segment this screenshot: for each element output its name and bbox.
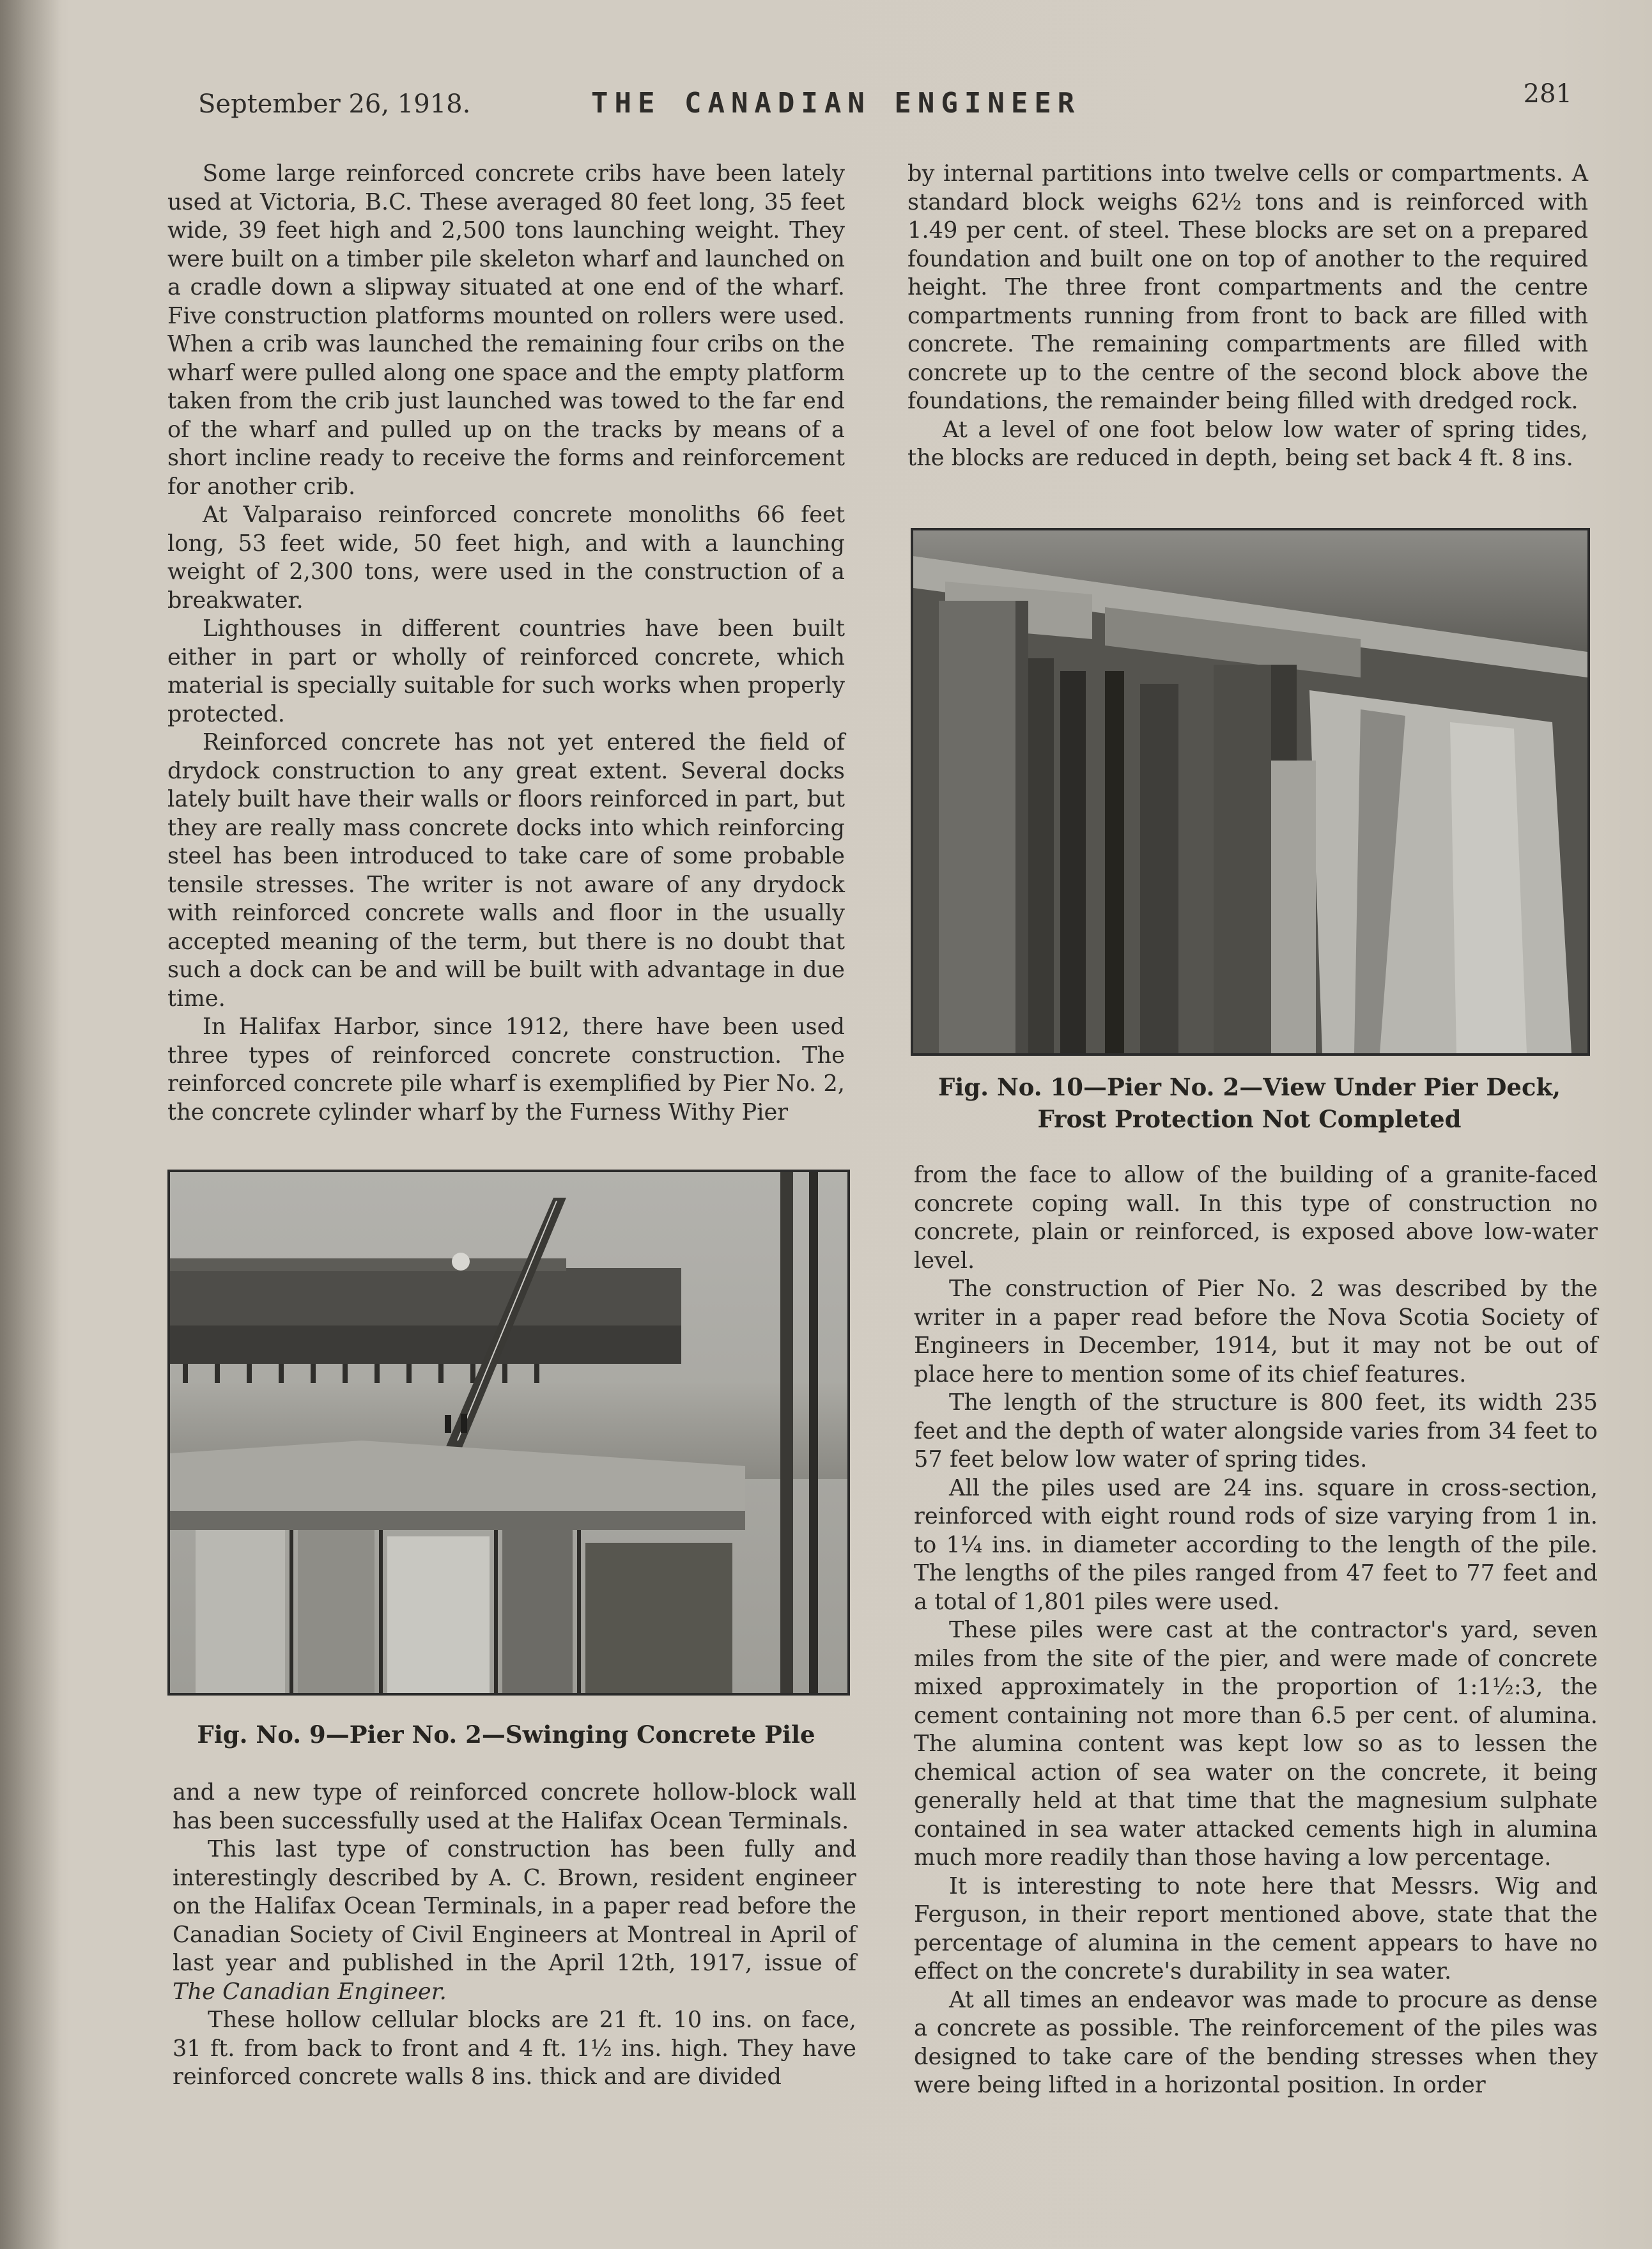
page-number: 281 bbox=[1523, 79, 1572, 109]
fig10-photo-illustration bbox=[913, 530, 1587, 1053]
fig10-caption-line2: Frost Protection Not Completed bbox=[1037, 1105, 1462, 1133]
paragraph-halifax-harbor: In Halifax Harbor, since 1912, there have been used three types of reinforced concrete construction. The reinforced concrete pile wharf is exemplified by Pier No. 2, the concrete cylinder wharf by the Furness Withy Pier bbox=[167, 1014, 845, 1125]
paragraph-hollow-block-wall: and a new type of reinforced concrete hollow-block wall has been successfully used at the Halifax Ocean Terminals. bbox=[173, 1779, 856, 1834]
paragraph-brown-paper bbox=[173, 1836, 856, 2006]
paragraph-victoria-cribs: Some large reinforced concrete cribs have been lately used at Victoria, B.C. These averaged 80 feet long, 35 feet wide, 39 feet high and 2,500 tons launching weight. They were built on a timber pile skeleton wharf and launched on a cradle down a slipway situated at one end of the wharf. Five construction platforms mounted on rollers were used. When a crib was launched the remaining four cribs on the wharf were pulled along one space and the empty platform taken from the crib just launched was towed to the far end of the wharf and pulled up on the tracks by means of a short incline ready to receive the forms and reinforcement for another crib. bbox=[167, 160, 845, 500]
right-column-top bbox=[907, 160, 1588, 473]
paragraph-drydocks: Reinforced concrete has not yet entered the field of drydock construction to any great extent. Several docks lately built have their walls or floors reinforced in part, but they are really mass concrete docks into which reinforcing steel has been introduced to take care of some probable tensile stresses. The writer is not aware of any drydock with reinforced concrete walls and floor in the usually accepted meaning of the term, but there is no doubt that such a dock can be and will be built with advantage in due time. bbox=[167, 729, 845, 1012]
fig10-photo bbox=[911, 528, 1590, 1056]
paragraph-compartments: by internal partitions into twelve cells or compartments. A standard block weighs 62½ tons and is reinforced with 1.49 per cent. of steel. These blocks are set on a prepared foundation and built one on top of another to the required height. The three front compartments and the centre compartments running from front to back are filled with concrete. The remaining compartments are filled with concrete up to the centre of the second block above the foundations, the remainder being filled with dredged rock. bbox=[907, 160, 1588, 414]
header-date: September 26, 1918. bbox=[198, 89, 471, 119]
brown-paper-text: This last type of construction has been fully and interestingly described by A. C. Brown, resident engineer on the Halifax Ocean Terminals, in a paper read before the Canadian Society of Civil Engineers at Montreal in April of last year and published in the April 12th, 1917, issue of bbox=[173, 1836, 856, 1976]
paragraph-dense-concrete: At all times an endeavor was made to procure as dense a concrete as possible. The reinforcement of the piles was designed to take care of the bending stresses when they were being lifted in a horizontal position. In order bbox=[914, 1986, 1598, 2098]
paragraph-cellular-blocks: These hollow cellular blocks are 21 ft. 10 ins. on face, 31 ft. from back to front and 4 ft. 1½ ins. high. They have reinforced concrete walls 8 ins. thick and are divided bbox=[173, 2007, 856, 2090]
fig9-photo-illustration bbox=[170, 1172, 847, 1693]
fig9-caption: Fig. No. 9—Pier No. 2—Swinging Concrete Pile bbox=[197, 1720, 815, 1749]
left-column-top bbox=[167, 160, 845, 1127]
right-column-bottom bbox=[914, 1161, 1598, 2100]
fig10-caption bbox=[907, 1071, 1591, 1135]
binding-shadow bbox=[0, 0, 61, 2249]
left-column-bottom bbox=[173, 1779, 856, 2092]
paragraph-coping-wall: from the face to allow of the building of a granite-faced concrete coping wall. In this type of construction no concrete, plain or reinforced, is exposed above low-water level. bbox=[914, 1162, 1598, 1274]
paragraph-lighthouses: Lighthouses in different countries have been built either in part or wholly of reinforced concrete, which material is specially suitable for such works when properly protected. bbox=[167, 615, 845, 727]
paragraph-valparaiso: At Valparaiso reinforced concrete monoliths 66 feet long, 53 feet wide, 50 feet high, and with a launching weight of 2,300 tons, were used in the construction of a breakwater. bbox=[167, 502, 845, 614]
paragraph-spring-tides: At a level of one foot below low water of spring tides, the blocks are reduced in depth, being set back 4 ft. 8 ins. bbox=[907, 416, 1588, 471]
journal-title: THE CANADIAN ENGINEER bbox=[591, 87, 1081, 120]
paragraph-pier-description: The construction of Pier No. 2 was described by the writer in a paper read before the Nova Scotia Society of Engineers in December, 1914, but it may not be out of place here to mention some of its chief features. bbox=[914, 1276, 1598, 1387]
fig9-photo bbox=[167, 1170, 850, 1696]
paragraph-contractor-yard: These piles were cast at the contractor's yard, seven miles from the site of the pier, and were made of concrete mixed approximately in the proportion of 1:1½:3, the cement containing not more than 6.5 per cent. of alumina. The alumina content was kept low so as to lessen the chemical action of sea water on the concrete, it being generally held at that time that the magnesium sulphate contained in sea water attacked cements high in alumina much more readily than those having a low percentage. bbox=[914, 1617, 1598, 1871]
paragraph-piles: All the piles used are 24 ins. square in cross-section, reinforced with eight round rods of size varying from 1 in. to 1¼ ins. in diameter according to the length of the pile. The lengths of the piles ranged from 47 feet to 77 feet and a total of 1,801 piles were used. bbox=[914, 1474, 1598, 1615]
fig10-caption-line1: Fig. No. 10—Pier No. 2—View Under Pier Deck, bbox=[938, 1073, 1561, 1101]
running-header bbox=[198, 77, 1572, 128]
paragraph-wig-ferguson: It is interesting to note here that Messrs. Wig and Ferguson, in their report mentioned above, state that the percentage of alumina in the cement appears to have no effect on the concrete's durability in sea water. bbox=[914, 1873, 1598, 1984]
journal-reference: The Canadian Engineer. bbox=[173, 1978, 447, 2005]
paragraph-structure-length: The length of the structure is 800 feet, its width 235 feet and the depth of water alongside varies from 34 feet to 57 feet below low water of spring tides. bbox=[914, 1389, 1598, 1472]
